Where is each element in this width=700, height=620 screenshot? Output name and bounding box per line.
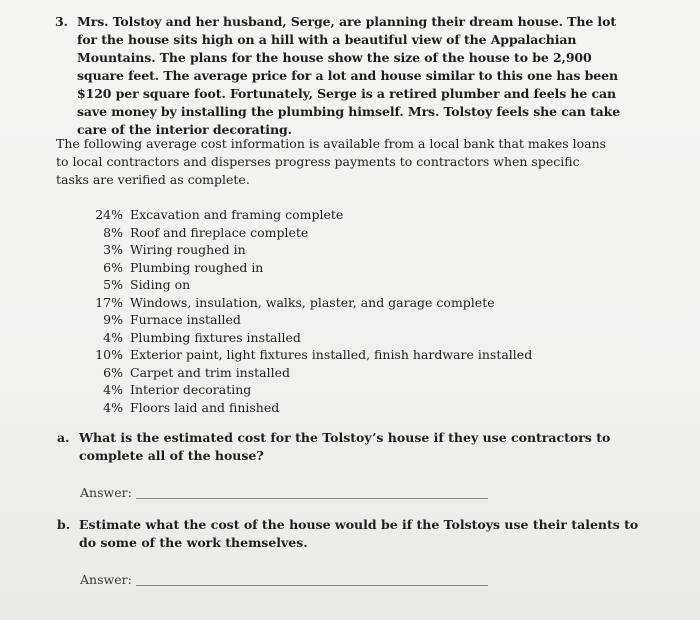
cost-item bbox=[88, 381, 558, 399]
cost-task: Wiring roughed in bbox=[130, 242, 246, 257]
cost-percent: 4% bbox=[103, 399, 123, 415]
cost-item bbox=[88, 311, 558, 329]
cost-task: Roof and fireplace complete bbox=[130, 224, 309, 240]
cost-task: Furnace installed bbox=[130, 312, 241, 327]
cost-task: Exterior paint, light fixtures installed, finish hardware installed bbox=[130, 347, 533, 362]
cost-item bbox=[88, 241, 558, 259]
question-letter: b. bbox=[57, 517, 71, 532]
cost-percent: 4% bbox=[103, 329, 123, 345]
answer-label: Answer: bbox=[80, 572, 132, 587]
problem-number: 3. bbox=[55, 14, 68, 29]
cost-percent: 24% bbox=[95, 207, 123, 222]
cost-percent: 4% bbox=[103, 382, 123, 397]
cost-item bbox=[88, 206, 558, 224]
cost-task: Excavation and framing complete bbox=[130, 207, 344, 222]
cost-percent: 10% bbox=[95, 347, 123, 362]
cost-task: Carpet and trim installed bbox=[130, 364, 291, 380]
cost-task: Plumbing fixtures installed bbox=[130, 329, 301, 345]
answer-line[interactable] bbox=[136, 584, 488, 586]
cost-item bbox=[88, 346, 558, 364]
question-b bbox=[57, 516, 647, 552]
cost-percent: 3% bbox=[103, 242, 123, 257]
cost-task: Interior decorating bbox=[130, 382, 252, 397]
cost-task: Floors laid and finished bbox=[130, 399, 280, 415]
cost-item bbox=[88, 329, 558, 347]
question-text: What is the estimated cost for the Tolstoy’s house if they use contractors to complete all of the house? bbox=[79, 430, 611, 463]
cost-percent: 6% bbox=[103, 259, 123, 275]
cost-item bbox=[88, 399, 558, 417]
question-a bbox=[57, 429, 647, 465]
answer-label: Answer: bbox=[80, 485, 132, 500]
cost-item bbox=[88, 294, 558, 312]
cost-percent: 5% bbox=[103, 277, 123, 292]
problem-statement bbox=[55, 13, 635, 139]
question-text: Estimate what the cost of the house would be if the Tolstoys use their talents to do some of the work themselves. bbox=[79, 517, 639, 550]
answer-line[interactable] bbox=[136, 497, 488, 499]
answer-a[interactable] bbox=[80, 485, 488, 501]
cost-item bbox=[88, 259, 558, 277]
cost-task: Siding on bbox=[130, 277, 191, 292]
problem-text: Mrs. Tolstoy and her husband, Serge, are planning their dream house. The lot for the house sits high on a hill with a beautiful view of the Appalachian Mountains. The plans for the house show the size of the house to be 2,900 square feet. The average price for a lot and house similar to this one has been $120 per square foot. Fortunately, Serge is a retired plumber and feels he can save money by installing the plumbing himself. Mrs. Tolstoy feels she can take care of the interior decorating. bbox=[77, 14, 621, 137]
cost-item bbox=[88, 364, 558, 382]
cost-item bbox=[88, 276, 558, 294]
cost-info-intro: The following average cost information is available from a local bank that makes loans to local contractors and disperses progress payments to contractors when specific tasks are verified as complete. bbox=[56, 136, 607, 187]
answer-b[interactable] bbox=[80, 572, 488, 588]
cost-breakdown-list bbox=[88, 206, 558, 416]
cost-percent: 6% bbox=[103, 364, 123, 380]
cost-percent: 9% bbox=[103, 312, 123, 327]
cost-task: Plumbing roughed in bbox=[130, 259, 264, 275]
cost-task: Windows, insulation, walks, plaster, and garage complete bbox=[130, 294, 495, 310]
cost-percent: 8% bbox=[103, 224, 123, 240]
question-letter: a. bbox=[57, 430, 70, 445]
cost-item bbox=[88, 224, 558, 242]
cost-percent: 17% bbox=[95, 294, 123, 310]
